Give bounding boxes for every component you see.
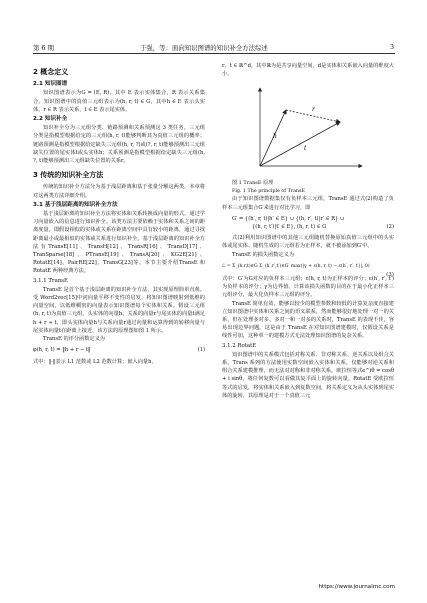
paragraph-traditional-methods: 传统的知识补全方法分为基于浅层距离和基于张量分解这两类，本章将对这两类方法详细介绍。: [33, 184, 205, 199]
paragraph-kg-definition: 知识图谱表示为G = (E, R)，其中 E 表示实体集合，R 表示关系集合。知识图谱中的真值三元组表示为(h, r, t) ∈ G，其中h ∈ E 表示头实体，r ∈ R 表示关系，t ∈ E 表示尾实体。: [33, 90, 205, 113]
section-2-2-title: 2.2 知识补全: [33, 116, 68, 123]
paragraph-transe-intro: TransE 是首个基于浅层距离的知识补全方法，其实现原理简单直观。受 Word2vec[15]中词向量平移不变性的启发，将知识图谱映射到低维的向量空间，以低维稠密的向量表示知识图谱每个实体和关系。假设三元组(h, r, t)为真值三元组，头实体的向量h、关系的向量r与尾实体的向量t满足h + r ≈ t，即头实体向量h与关系向量r通过向量和运算得到的转移向量与尾实体向量t在距离上接近，该方法的原理图如图 1 所示。: [33, 286, 205, 334]
section-3-title: 3 传统的知识补全方法: [33, 171, 104, 180]
label-t: t: [304, 145, 307, 153]
equation-1-number: (1): [197, 347, 205, 354]
header-rule: [33, 53, 395, 54]
label-r: r: [312, 106, 315, 114]
equation-3: [222, 262, 394, 278]
equation-1-body: φ(h, r, t) = ‖h + r − t‖: [33, 347, 91, 354]
figure-1-caption-cn: 图 1 TransE 原理: [232, 180, 274, 187]
journal-url: https://www.journalmc.com: [318, 584, 395, 590]
right-column: [222, 62, 394, 400]
transe-diagram: [222, 80, 394, 178]
figure-1: [222, 80, 394, 178]
section-3-1-2-title: 3.1.2 RotatE: [222, 342, 257, 349]
paragraph-kc-definition: 知识补全分为三元组分类、链路预测和关系预测这 3 类任务。三元组分类是指模型根据给定的三元组(h, r, t)能够判断其为真值三元组的概率；链路预测是指模型根据给定缺失三元组(h, r, ?)或(?, r, t)能够预测出三元组缺失位置的尾实体t或头实体h；关系预测是指模型根据给定缺失三元组(h, ?, t)能够预测出三元组缺失位置的关系r。: [33, 125, 205, 165]
journal-issue: 第 6 期: [33, 44, 54, 52]
equation-3-number: (3): [386, 271, 394, 278]
equation-2-line-2: {(h, r, t′)|t′ ∈ E}, (h, r, t) ∈ G: [252, 224, 327, 231]
paragraph-rotate: 知识图谱中的关系模式包括对称关系、非对称关系、逆关系以及组合关系。Trans 系列的方法使用实数空间嵌入实体和关系，仅能够对逆关系和组合关系建模推理，而无法对对称和非对称关系。欧拉恒等式e^iθ = cosθ + i sinθ，将任何复数可以看做其复平面上的旋转向量。RotatE 受欧拉恒等式的启发，将实体和关系嵌入到复数空间，将关系定义为从头实体到尾实体的旋转，其原理是对于一个真值三元: [222, 351, 394, 399]
equation-2: [222, 215, 394, 231]
paragraph-loss-notes: 式中：G′为G对应的负样本三元组；ε(h, r, t)为正样本的评分；ε(h′, r′, t′)为负样本的评分；γ为边界值。计算该损失函数的目的在于最小化正样本三元组评分，最大化负样本三元组的评分。: [222, 276, 394, 299]
equation-1: [33, 346, 205, 354]
label-h: h: [273, 133, 277, 141]
paragraph-negative-sampling: 由于知识图谱数据集仅有负样本三元组，TransE 通过式(2)构造了负样本三元组集合G′来进行对比学习，即: [222, 196, 394, 211]
paragraph-replacement: 式(2)利用知识图谱中的其他三元组随机替换原始真值三元组中的头实体或尾实体、随机生成的三元组若为正样本，就不被添加到G′中。: [222, 235, 394, 250]
equation-2-number: (2): [386, 223, 394, 230]
paragraph-shallow-distance: 基于浅层距离的知识补全方法将实体和关系转换成向量的形式，通过学习向量嵌入的信息进行知识补全。该类方法主要依赖于实体和关系之间的距离度量，即假设相似的实体或关系在距离空间中具有较小的距离，通过寻找距离最小或最相似的实体或关系进行知识补全。基于浅层距离的知识补全方法有TransE[11]、TransH[12]、TransR[16]、TransD[17]、TranSparse[18]、PTransE[19]、TransA[20]、KG2E[21]、RotatE[14]、PairRE[22]、TransG[23]等。本节主要介绍TransE 和 RotatE 两种经典方法。: [33, 211, 205, 275]
section-3-1-title: 3.1 基于浅层距离的知识补全方法: [33, 201, 118, 208]
left-column: [33, 62, 205, 366]
paragraph-norm-note: 式中：‖·‖表示 L1 范数或 L2 范数计算；嵌入向量h、: [33, 358, 157, 365]
equation-3-body: ℒ = Σ_(h,r,t)∈G Σ_(h′,r′,t′)∈G′ max(|γ + ε(h, r, t) − ε(h′, r′, t′)|, 0): [222, 263, 370, 269]
equation-2-line-1: G′ = {(h′, r, t)|h′ ∈ E} ∪ {(h, r′, t)|r′ ∈ R} ∪: [232, 215, 345, 222]
section-2-1-title: 2.1 知识图谱: [33, 81, 68, 88]
paragraph-transe-limits: TransE 简单有效，能够以较少的模型参数和较低的计算复杂度直接建立知识图谱中实体和关系之间的语义联系，然而能够很好地处理一对一的关系，但在处理多对多、多对一和一对多的关系时，TransE 的表现不佳，容易出现边界问题。这是由于 TransE 在对知识图谱建模时，仅假设关系是线性可加，这种单一的建模方式无法处理知识图谱的复杂关系。: [222, 300, 394, 340]
t-vector: [260, 122, 340, 166]
page-number: 3: [390, 43, 395, 51]
figure-1-caption-en: Fig. 1 The principle of TransE: [232, 188, 305, 194]
running-title: 于强，等：面向知识图谱的知识补全方法综述: [140, 44, 268, 52]
section-3-1-1-title: 3.1.1 TransE: [33, 277, 68, 284]
paragraph-score-function: TransE 的评分函数定义为: [43, 336, 105, 343]
section-2-title: 2 概念定义: [33, 68, 69, 76]
paragraph-loss-intro: TransE 的损失函数定义为: [232, 251, 294, 258]
paragraph-embedding-dim: r、t ∈ ℝ^d，其中ℝ为是共享向量空间，d是实体和关系嵌入向量的维度大小。: [222, 63, 394, 78]
